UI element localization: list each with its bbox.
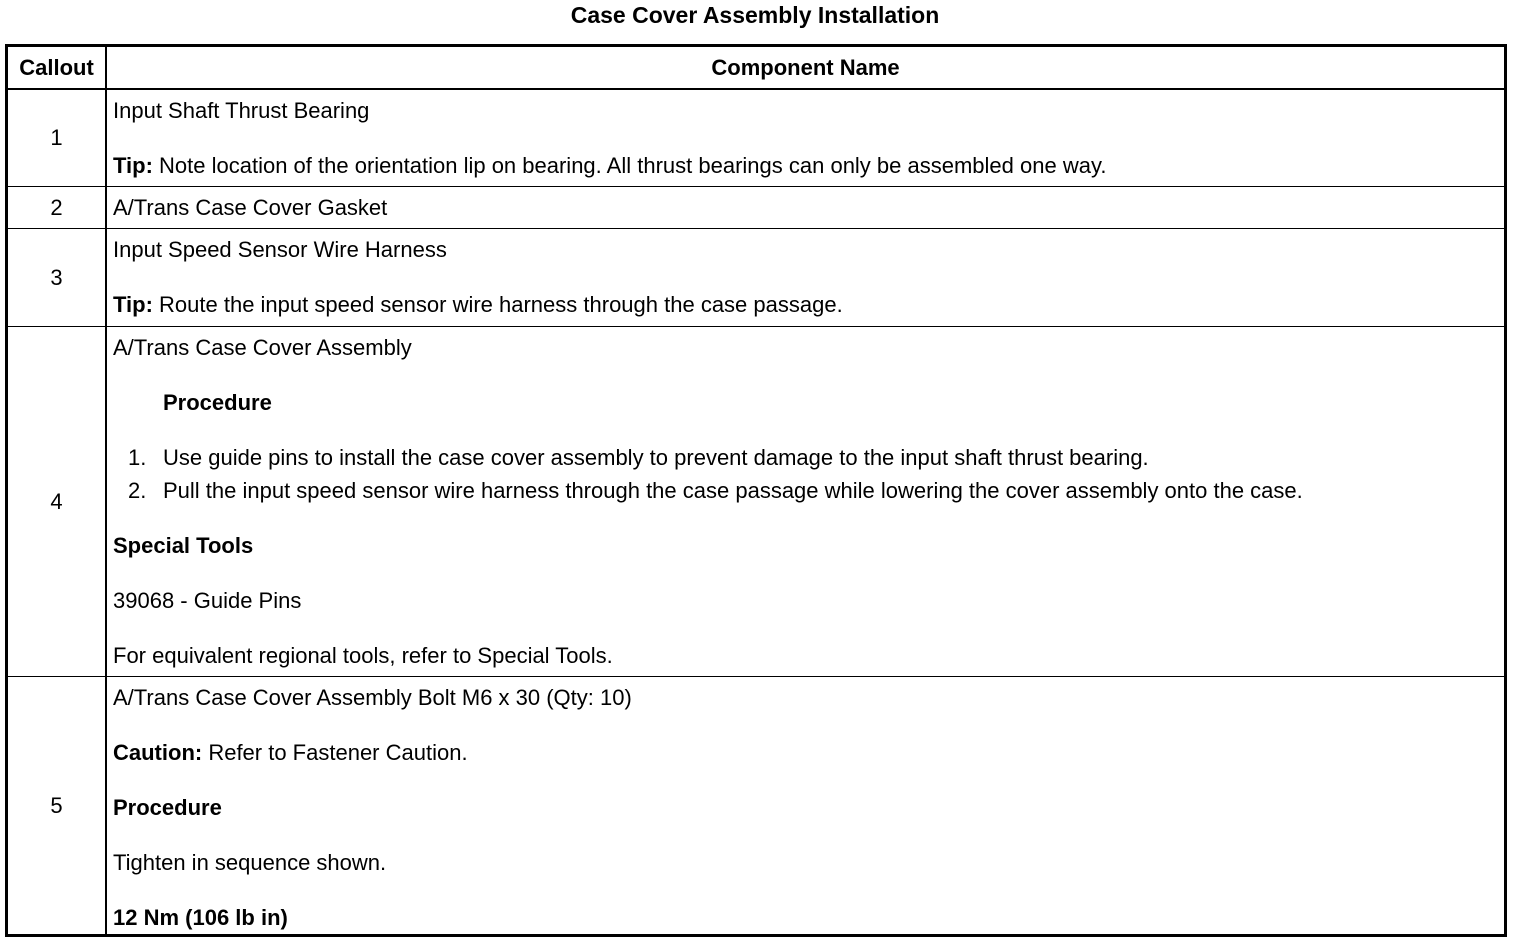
- callout-number: 5: [50, 792, 63, 818]
- step-number: 2.: [128, 478, 147, 503]
- step-text: Use guide pins to install the case cover assembly to prevent damage to the input shaft thrust bearing.: [163, 445, 1149, 470]
- component-name: Input Shaft Thrust Bearing: [113, 98, 370, 123]
- table-row: [8, 327, 1504, 677]
- special-tools-note: For equivalent regional tools, refer to Special Tools.: [113, 643, 613, 668]
- step-text: Pull the input speed sensor wire harness through the case passage while lowering the cover assembly onto the case.: [163, 478, 1303, 503]
- table-row: [8, 90, 1504, 187]
- procedure-heading: Procedure: [113, 795, 222, 820]
- caution-line: [113, 738, 468, 768]
- page-title: Case Cover Assembly Installation: [570, 2, 940, 28]
- callout-number: 3: [50, 264, 63, 290]
- tip-text: Route the input speed sensor wire harness through the case passage.: [152, 292, 843, 317]
- caution-label: Caution:: [113, 740, 203, 765]
- callout-number: 4: [50, 488, 63, 514]
- callout-number: 2: [50, 194, 63, 220]
- tip-line: [113, 290, 843, 320]
- tip-label: Tip:: [113, 292, 153, 317]
- procedure-text: Tighten in sequence shown.: [113, 850, 387, 875]
- table-row: [8, 187, 1504, 229]
- header-component-name: Component Name: [711, 55, 900, 80]
- table-row: [8, 677, 1504, 934]
- component-name: A/Trans Case Cover Assembly: [113, 335, 412, 360]
- table-row: [8, 229, 1504, 327]
- caution-text: Refer to Fastener Caution.: [202, 740, 468, 765]
- step-number: 1.: [128, 445, 147, 470]
- tip-line: [113, 151, 1106, 181]
- procedure-heading: Procedure: [163, 390, 272, 415]
- torque-spec: 12 Nm (106 lb in): [113, 905, 288, 930]
- component-table: [5, 44, 1507, 937]
- table-header: [8, 47, 1504, 90]
- callout-number: 1: [50, 125, 63, 150]
- tip-label: Tip:: [113, 153, 153, 178]
- special-tool-item: 39068 - Guide Pins: [113, 588, 302, 613]
- special-tools-heading: Special Tools: [113, 533, 254, 558]
- header-callout: Callout: [19, 55, 94, 80]
- tip-text: Note location of the orientation lip on bearing. All thrust bearings can only be assembled one way.: [152, 153, 1107, 178]
- component-name: A/Trans Case Cover Assembly Bolt M6 x 30 (Qty: 10): [113, 685, 632, 710]
- component-name: A/Trans Case Cover Gasket: [113, 195, 388, 220]
- component-name: Input Speed Sensor Wire Harness: [113, 237, 447, 262]
